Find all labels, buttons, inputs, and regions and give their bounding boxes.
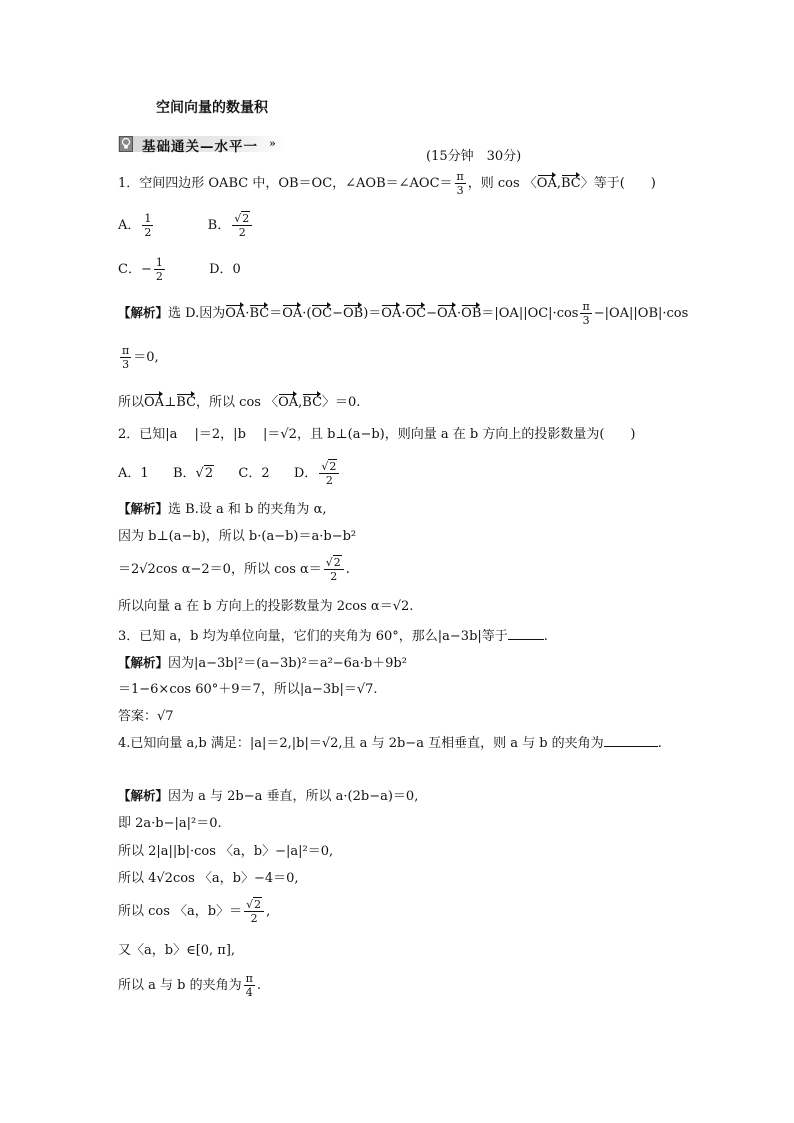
- solution-4-line-1: 【解析】因为 a 与 2b−a 垂直，所以 a·(2b−a)＝0,: [118, 788, 419, 804]
- solution-2-line-1: 【解析】选 B.设 a 和 b 的夹角为 α,: [118, 501, 327, 517]
- lightbulb-icon: [119, 136, 133, 152]
- option-c-label: C．−: [118, 262, 152, 277]
- q1-options-ab: A． $\frac{1}{2}$ B． $\frac{√2}{2}$: [118, 212, 254, 239]
- question-3: 3．已知 a，b 均为单位向量，它们的夹角为 60°，那么|a−3b|等于 .: [118, 629, 548, 644]
- answer-blank[interactable]: [604, 734, 658, 747]
- question-1: 1．空间四边形 OABC 中，OB＝OC，∠AOB＝∠AOC＝ $\frac{\pi}{3}$ ，则 cos 〈OA,BC〉等于( ): [118, 170, 656, 197]
- solution-4-line-7: 所以 a 与 b 的夹角为 $\frac{\pi}{4}$ .: [118, 972, 261, 999]
- solution-2-line-4: 所以向量 a 在 b 方向上的投影数量为 2cos α＝√2.: [118, 599, 414, 614]
- solution-3-line-1: 【解析】因为|a−3b|²＝(a−3b)²＝a²−6a·b＋9b²: [118, 655, 407, 671]
- solution-4-line-2: 即 2a·b−|a|²＝0.: [118, 816, 222, 831]
- option-d-label: D．0: [209, 262, 241, 277]
- option-b-label: B．: [207, 218, 231, 233]
- section-header: [118, 133, 288, 155]
- option-c-label: C．2: [238, 466, 270, 481]
- double-chevron-icon: »: [269, 137, 276, 150]
- question-2: 2．已知|a |＝2，|b |＝√2，且 b⊥(a−b)，则向量 a 在 b 方向上的投影数量为( ): [118, 427, 636, 442]
- solution-4-line-5: 所以 cos 〈a，b〉＝ $\frac{√2}{2}$ ,: [118, 898, 271, 925]
- q1-stem: 1．空间四边形 OABC 中，OB＝OC，∠AOB＝∠AOC＝: [118, 176, 453, 191]
- q1-options-cd: C．− $\frac{1}{2}$ D．0: [118, 256, 241, 283]
- vector-bc: BC: [561, 173, 581, 191]
- answer-3: 答案：√7: [118, 709, 174, 724]
- section-label: 基础通关—水平一: [142, 139, 258, 155]
- solution-2-line-2: 因为 b⊥(a−b)，所以 b·(a−b)＝a·b−b²: [118, 529, 357, 544]
- option-d-label: D．: [293, 466, 318, 481]
- solution-1-line-2: $\frac{\pi}{3}$ ＝0,: [122, 344, 159, 371]
- page-title: 空间向量的数量积: [156, 100, 268, 116]
- question-4: 4.已知向量 a,b 满足：|a|＝2,|b|＝√2,且 a 与 2b−a 互相垂直，则 a 与 b 的夹角为 .: [118, 736, 662, 751]
- solution-4-line-3: 所以 2|a||b|·cos 〈a，b〉−|a|²＝0,: [118, 844, 334, 859]
- solution-1-line-3: 所以OA⊥BC，所以 cos 〈OA,BC〉＝0.: [118, 392, 360, 412]
- q2-options: A．1 B．√2 C．2 D． $\frac{√2}{2}$: [118, 460, 341, 487]
- time-note: (15分钟 30分): [426, 149, 522, 164]
- analysis-label: 【解析】: [118, 305, 169, 320]
- solution-1-line-1: 【解析】选 D.因为OA·BC＝OA·(OC−OB)＝OA·OC−OA·OB＝|OA||OC|·cos $\frac{\pi}{3}$ −|OA||OB|·cos: [118, 300, 689, 327]
- solution-3-line-2: ＝1−6×cos 60°＋9＝7，所以|a−3b|＝√7.: [118, 682, 378, 697]
- fraction: $\frac{\pi}{3}$: [456, 170, 464, 197]
- vector-oa: OA: [537, 173, 557, 191]
- solution-4-line-6: 又〈a，b〉∈[0, π],: [118, 943, 236, 958]
- solution-2-line-3: ＝2√2cos α−2＝0，所以 cos α＝ $\frac{√2}{2}$ .: [118, 556, 350, 583]
- option-a-label: A．1: [118, 466, 149, 481]
- option-a-label: A．: [118, 218, 141, 233]
- option-b-label: B．: [172, 466, 196, 481]
- solution-4-line-4: 所以 4√2cos 〈a，b〉−4＝0,: [118, 871, 299, 886]
- answer-blank[interactable]: [508, 627, 544, 640]
